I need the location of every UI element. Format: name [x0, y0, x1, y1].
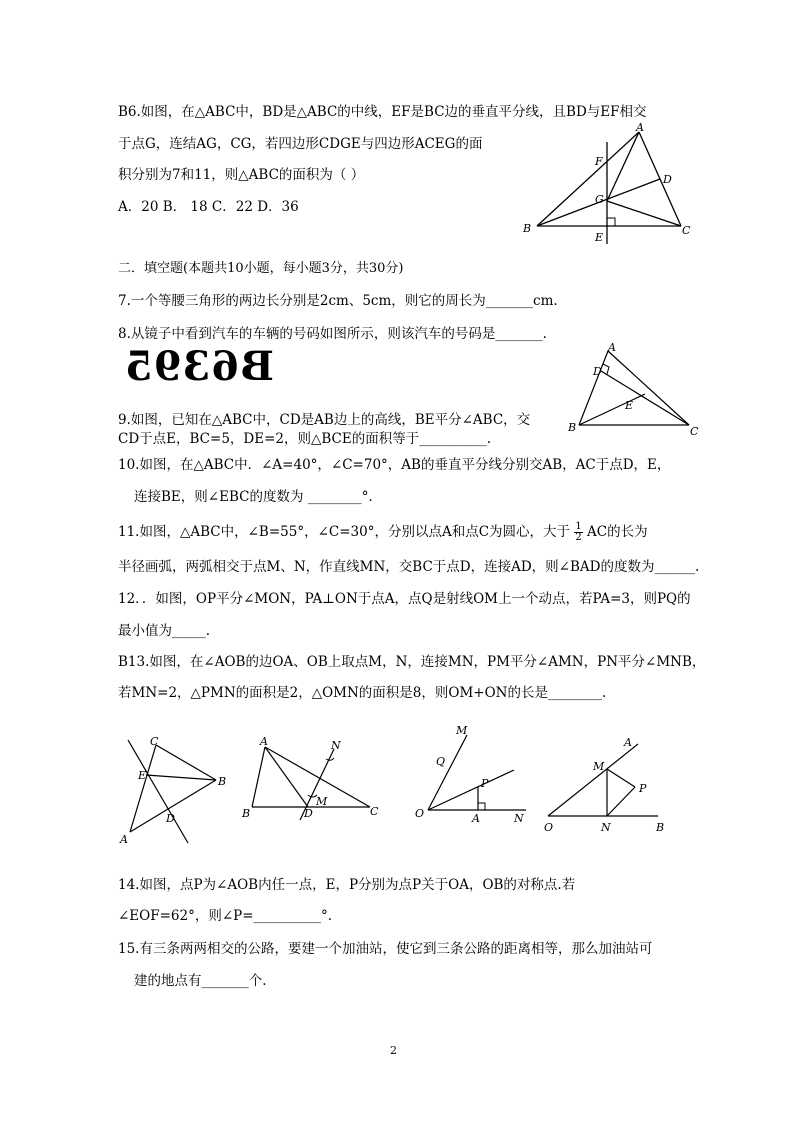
q15-line2: 建的地点有_______个.	[134, 973, 267, 989]
figa-label-c: C	[150, 735, 159, 748]
q13-line1: B13.如图，在∠AOB的边OA、OB上取点M，N，连接MN，PM平分∠AMN，PN平分∠MNB，	[118, 654, 706, 670]
fig6-label-c: C	[682, 224, 691, 237]
figure-a-reflection	[118, 735, 238, 847]
fig9-label-b: B	[568, 421, 577, 434]
figb-label-a: A	[260, 735, 268, 748]
figd-label-a: A	[624, 736, 632, 749]
fraction-denominator: 2	[575, 532, 582, 543]
fig6-label-g: G	[595, 193, 604, 206]
mirrored-plate-number: B6395	[123, 343, 274, 390]
fig9-label-e: E	[625, 399, 634, 412]
q14-line2: ∠EOF=62°，则∠P=__________°.	[118, 908, 333, 924]
q6-line2: 于点G，连结AG，CG，若四边形CDGE与四边形ACEG的面	[118, 136, 483, 152]
figa-label-e: E	[138, 769, 147, 782]
figure-d-angle	[540, 730, 675, 835]
fig6-label-b: B	[523, 222, 532, 235]
q9-line1: 9.如图，已知在△ABC中，CD是AB边上的高线，BE平分∠ABC，交	[118, 412, 531, 428]
fig9-label-d: D	[593, 365, 602, 378]
fig6-label-a: A	[636, 121, 644, 134]
figa-label-d: D	[166, 812, 175, 825]
q10-line2: 连接BE，则∠EBC的度数为 ________°．	[134, 489, 382, 505]
figb-label-c: C	[370, 805, 379, 818]
fig6-label-f: F	[595, 155, 603, 168]
figb-label-m: M	[316, 795, 328, 808]
q10-line1: 10.如图，在△ABC中．∠A=40°，∠C=70°，AB的垂直平分线分别交AB，AC于点D，E，	[118, 457, 671, 473]
fraction-numerator: 1	[575, 521, 582, 532]
figd-label-p: P	[639, 782, 647, 795]
q12-line2: 最小值为_____.	[118, 623, 211, 639]
q12-line1: 12．．如图，OP平分∠MON，PA⊥ON于点A，点Q是射线OM上一个动点，若PA=3，则PQ的	[118, 591, 691, 607]
q11-line1-start: 11.如图，△ABC中，∠B=55°，∠C=30°，分别以点A和点C为圆心，大于	[118, 524, 571, 540]
figb-label-d: D	[304, 807, 313, 820]
q11-line1-end: AC的长为	[587, 524, 648, 540]
figure-q6-triangle	[515, 122, 695, 247]
q11-line1	[118, 522, 648, 543]
fig6-label-e: E	[595, 231, 604, 244]
figc-label-a: A	[472, 812, 480, 825]
figd-label-m: M	[593, 760, 605, 773]
figc-label-o: O	[415, 807, 425, 820]
one-half-fraction	[574, 522, 582, 543]
figd-label-o: O	[544, 821, 554, 834]
figd-label-n: N	[601, 821, 611, 834]
q6-line3: 积分别为7和11，则△ABC的面积为（ ）	[118, 167, 365, 183]
figb-label-n: N	[331, 739, 341, 752]
section-title: 二．填空题(本题共10小题，每小题3分，共30分)	[118, 261, 404, 276]
figa-label-a: A	[120, 833, 128, 846]
fig9-label-c: C	[690, 425, 699, 438]
fig9-label-a: A	[608, 341, 616, 354]
figd-label-b: B	[656, 821, 665, 834]
figb-label-b: B	[242, 807, 251, 820]
q6-options: A．20 B． 18 C．22 D．36	[118, 199, 299, 215]
figc-label-p: P	[481, 777, 489, 790]
figure-q9-triangle	[565, 343, 705, 438]
q11-line2: 半径画弧，两弧相交于点M、N，作直线MN，交BC于点D，连接AD，则∠BAD的度数为______.	[118, 559, 700, 575]
figc-label-n: N	[514, 812, 524, 825]
q13-line2: 若MN=2，△PMN的面积是2，△OMN的面积是8，则OM+ON的长是________.	[118, 685, 607, 701]
q14-line1: 14.如图，点P为∠AOB内任一点，E，P分别为点P关于OA，OB的对称点.若	[118, 877, 576, 893]
page-number: 2	[390, 1044, 397, 1057]
figure-b-perpendicular-bisector	[238, 735, 388, 825]
figc-label-m: M	[456, 724, 468, 737]
figure-c-angle-bisector	[410, 725, 535, 825]
q9-line2: CD于点E，BC=5，DE=2，则△BCE的面积等于__________.	[118, 431, 492, 447]
figa-label-b: B	[218, 775, 227, 788]
figc-label-q: Q	[436, 755, 446, 768]
q6-line1: B6.如图，在△ABC中，BD是△ABC的中线，EF是BC边的垂直平分线，且BD与EF相交	[118, 104, 647, 120]
q15-line1: 15.有三条两两相交的公路，要建一个加油站，使它到三条公路的距离相等，那么加油站可	[118, 941, 653, 957]
q8-text: 8.从镜子中看到汽车的车辆的号码如图所示，则该汽车的号码是_______.	[118, 326, 547, 342]
q7-text: 7.一个等腰三角形的两边长分别是2cm、5cm，则它的周长为_______cm.	[118, 293, 558, 309]
fig6-label-d: D	[663, 173, 672, 186]
